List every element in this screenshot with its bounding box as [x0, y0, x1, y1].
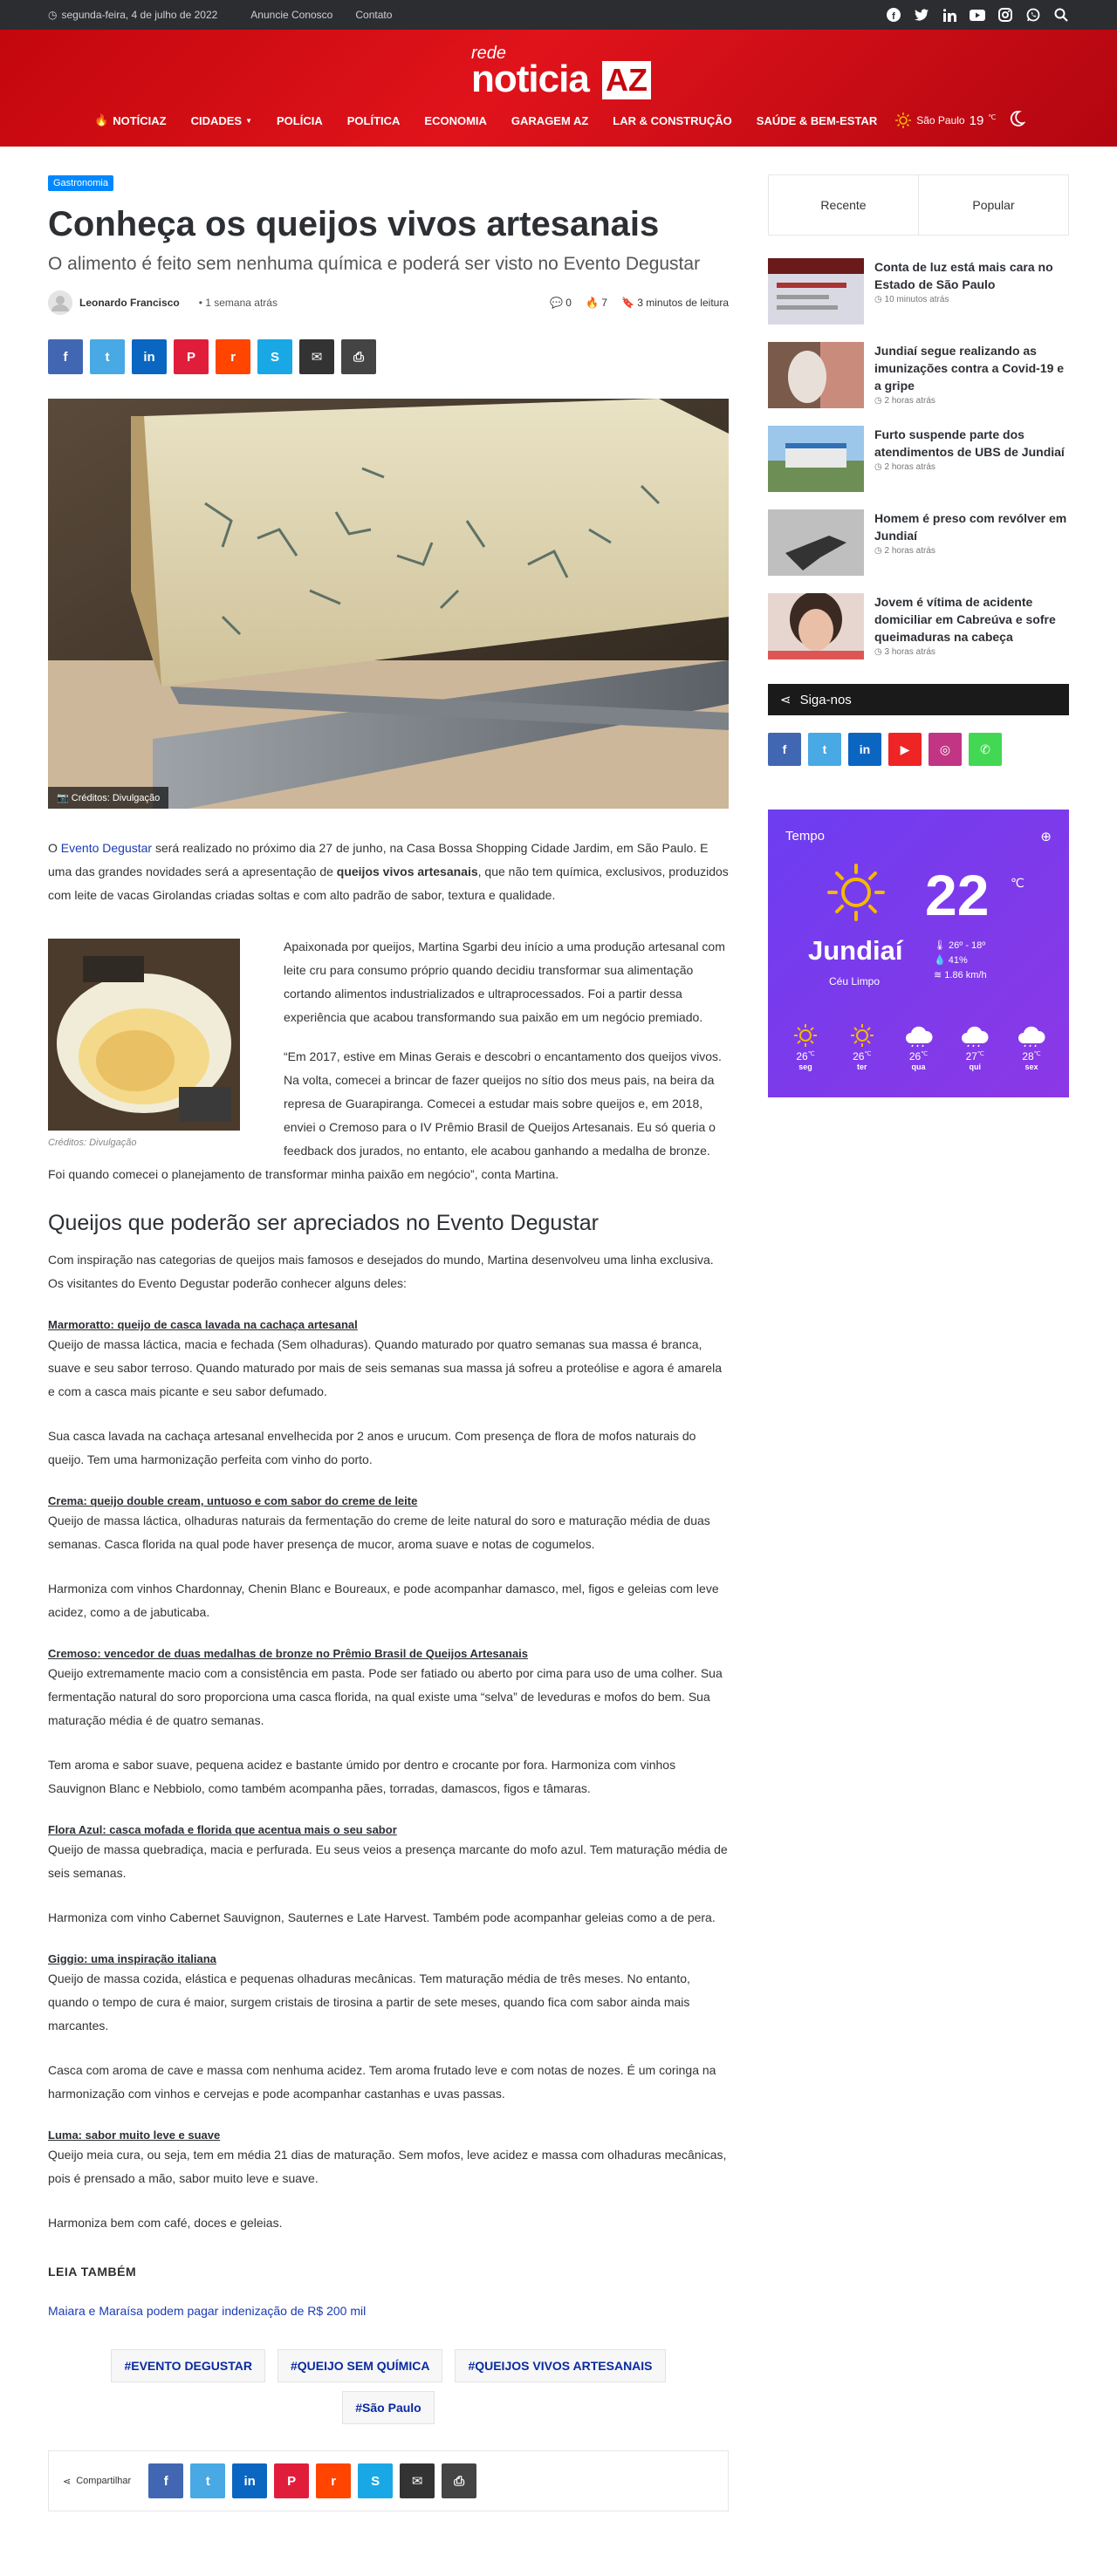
cheese-description: Queijo de massa láctica, macia e fechada (Sem olhaduras). Quando maturado por quatro semanas sua massa é branca, suave e seu sabor terroso. Quando maturado por mais de seis semanas sua massa já sofreu a proteólise e agora é amarela e com a casca mais picante e seu sabor defumado.: [48, 1337, 722, 1398]
bookmark-icon: 🔖: [620, 297, 634, 309]
weather-title: Tempo: [785, 829, 826, 844]
cheese-title: Giggio: uma inspiração italiana: [48, 1952, 216, 1965]
facebook-share-button[interactable]: [48, 339, 83, 374]
link-contato[interactable]: Contato: [355, 9, 393, 21]
facebook-share-button[interactable]: [148, 2463, 183, 2498]
forecast-day: 27℃ qui: [953, 1022, 997, 1071]
list-item[interactable]: [768, 342, 1069, 410]
weather-condition: Céu Limpo: [829, 975, 881, 987]
pinterest-share-button[interactable]: [174, 339, 209, 374]
hero-caption: 📷 Créditos: Divulgação: [48, 787, 168, 809]
tab-popular[interactable]: Popular: [972, 198, 1015, 212]
fire-icon: 🔥: [585, 297, 599, 309]
cheese-title: Marmoratto: queijo de casca lavada na cachaça artesanal: [48, 1318, 358, 1331]
comment-count[interactable]: 💬 0: [550, 297, 572, 309]
paragraph-intro: O Evento Degustar será realizado no próximo dia 27 de junho, na Casa Bossa Shopping Cidade Jardim, em São Paulo. E uma das grandes novidades será a apresentação de queijos vivos artesanais, que não tem química, exclusivos, produzidos com leite de vacas Girolandas criadas soltas e com alto padrão de sabor, textura e qualidade.: [48, 841, 729, 902]
twitter-follow-button[interactable]: [808, 733, 841, 766]
paragraph-inspiration: Com inspiração nas categorias de queijos mais famosos e desejados do mundo, Martina desenvolveu uma linha exclusiva. Os visitantes do Evento Degustar poderão conhecer alguns deles:: [48, 1253, 714, 1290]
facebook-icon: f: [163, 2473, 168, 2489]
cloud-icon: [897, 1022, 941, 1049]
section-heading: Queijos que poderão ser apreciados no Evento Degustar: [48, 1211, 599, 1235]
linkedin-follow-button[interactable]: [848, 733, 881, 766]
news-title[interactable]: Furto suspende parte dos atendimentos de UBS de Jundiaí: [874, 427, 1065, 459]
instagram-icon[interactable]: [997, 7, 1013, 23]
tag-queijo-sem-quimica[interactable]: #QUEIJO SEM QUÍMICA: [278, 2349, 442, 2382]
linkedin-share-button[interactable]: [232, 2463, 267, 2498]
pinterest-share-button[interactable]: [274, 2463, 309, 2498]
nav-item-economia[interactable]: ECONOMIA: [424, 113, 487, 127]
news-time: ◷ 2 horas atrás: [874, 546, 935, 556]
news-title[interactable]: Homem é preso com revólver em Jundiaí: [874, 511, 1067, 543]
forecast-day: 28℃ sex: [1010, 1022, 1053, 1071]
weather-details: [934, 939, 987, 983]
tab-recente[interactable]: Recente: [769, 175, 919, 235]
wind-icon: ≋: [934, 970, 942, 981]
news-thumbnail[interactable]: [768, 593, 864, 659]
cheese-description: Queijo de massa láctica, olhaduras naturais da fermentação do creme de leite natural do soro e maturação média de duas semanas. Casca florida na qual pode haver presença de mucor, aroma suave e notas de cogumelos.: [48, 1513, 710, 1551]
twitter-icon[interactable]: [914, 7, 929, 23]
weather-temp: 22: [925, 863, 990, 927]
news-list: [768, 258, 1069, 661]
reddit-icon: r: [331, 2473, 337, 2489]
news-title[interactable]: Conta de luz está mais cara no Estado de São Paulo: [874, 260, 1053, 291]
nav-item-garagem-az[interactable]: GARAGEM AZ: [511, 113, 589, 127]
cheese-title: Flora Azul: casca mofada e florida que acentua mais o seu sabor: [48, 1823, 397, 1836]
share-label: ⋖ Compartilhar: [63, 2476, 132, 2487]
instagram-follow-button[interactable]: [929, 733, 962, 766]
search-icon[interactable]: [1053, 7, 1069, 23]
email-share-button[interactable]: [299, 339, 334, 374]
forecast-day: 26℃ ter: [840, 1022, 884, 1071]
inline-section: [48, 935, 729, 1186]
camera-icon: 📷: [57, 793, 69, 803]
sun-icon: [894, 112, 912, 129]
cheese-pairing: Casca com aroma de cave e massa com nenhuma acidez. Tem aroma frutado leve e com notas de nozes. É um coringa na harmonização com vinhos e cervejas e pode acompanhar castanhas e uvas passas.: [48, 2063, 716, 2101]
list-item[interactable]: [768, 258, 1069, 326]
droplet-icon: 💧: [934, 955, 946, 966]
news-time: ◷ 10 minutos atrás: [874, 295, 949, 304]
reddit-share-button[interactable]: [216, 339, 250, 374]
cheese-title: Luma: sabor muito leve e suave: [48, 2128, 221, 2142]
sidebar: [768, 174, 1069, 1097]
fire-icon: 🔥: [94, 113, 109, 126]
twitter-icon: t: [105, 349, 110, 365]
nav-item-saude-bem-estar[interactable]: SAÚDE & BEM-ESTAR: [756, 113, 878, 127]
clock-icon: ◷: [874, 396, 882, 406]
print-share-button[interactable]: [442, 2463, 476, 2498]
news-title[interactable]: Jundiaí segue realizando as imunizações contra a Covid-19 e a gripe: [874, 344, 1065, 393]
read-also-heading: LEIA TAMBÉM: [48, 2265, 137, 2279]
printer-icon: ⎙: [454, 2473, 465, 2489]
whatsapp-icon[interactable]: [1025, 7, 1041, 23]
email-share-button[interactable]: [400, 2463, 435, 2498]
news-thumbnail[interactable]: [768, 426, 864, 492]
paragraph-martina: Apaixonada por queijos, Martina Sgarbi deu início a uma produção artesanal com leite cru para consumo próprio quando decidiu transformar sua alimentação cortando alimentos industrializados e ultraprocessados. Foi a partir dessa experiência que acabou transformando sua paixão em um negócio premiado.: [284, 940, 725, 1024]
news-thumbnail[interactable]: [768, 342, 864, 408]
cheese-title: Crema: queijo double cream, untuoso e com sabor do creme de leite: [48, 1494, 418, 1507]
tag-sao-paulo[interactable]: #São Paulo: [342, 2391, 434, 2424]
facebook-icon: f: [782, 742, 787, 756]
sun-icon: [784, 1022, 827, 1049]
linkedin-icon: in: [243, 2473, 256, 2489]
whatsapp-follow-button[interactable]: [969, 733, 1002, 766]
share-icon: ⋖: [780, 693, 791, 707]
list-item[interactable]: [768, 593, 1069, 661]
related-article: [48, 2299, 729, 2323]
facebook-follow-button[interactable]: [768, 733, 801, 766]
moon-icon: [1008, 110, 1025, 127]
cheese-description: Queijo meia cura, ou seja, tem em média 21 dias de maturação. Sem mofos, leve acidez e massa com olhaduras mecânicas, pois é prensado a mão, sabor muito leve e suave.: [48, 2148, 727, 2185]
cheese-closeup-photo: [48, 939, 240, 1131]
reddit-icon: r: [230, 349, 236, 365]
follow-heading: ⋖ Siga-nos: [768, 684, 1069, 715]
cheese-pairing: Sua casca lavada na cachaça artesanal envelhecida por 2 anos e urucum. Com presença de flora de mofos naturais do queijo. Tem uma harmonização perfeita com vinho do porto.: [48, 1429, 696, 1466]
article-title: Conheça os queijos vivos artesanais: [48, 205, 660, 243]
cheese-pairing: Harmoniza com vinhos Chardonnay, Chenin Blanc e Boureaux, e pode acompanhar damasco, mel, figos e geleias com leve acidez, como a de jabuticaba.: [48, 1582, 719, 1619]
wind-speed: ≋ 1.86 km/h: [934, 970, 987, 981]
news-thumbnail[interactable]: [768, 509, 864, 576]
article-body: [48, 837, 729, 2323]
hero-image: [48, 399, 729, 809]
clock-icon: ◷: [874, 462, 882, 472]
dark-mode-toggle[interactable]: [1008, 110, 1025, 132]
comment-icon: 💬: [550, 297, 563, 309]
svg-text:f: f: [892, 11, 895, 22]
top-bar: [0, 0, 1117, 30]
pinterest-icon: P: [287, 2473, 297, 2489]
share-buttons-top: [48, 339, 729, 374]
weather-city: Jundiaí: [808, 935, 903, 966]
forecast-day: 26℃ qua: [897, 1022, 941, 1071]
linkedin-icon: in: [859, 742, 871, 756]
linkedin-share-button[interactable]: [132, 339, 167, 374]
reddit-share-button[interactable]: [316, 2463, 351, 2498]
publish-time: • 1 semana atrás: [198, 297, 278, 309]
paragraph-quote: “Em 2017, estive em Minas Gerais e descobri o encantamento dos queijos vivos. Na volta, comecei a brincar de fazer queijos no sítio dos meus pais, na beira da represa de Guarapiranga. Comecei a estudar mais sobre queijos e, em 2018, enviei o Cremoso para o IV Prêmio Brasil de Queijos Artesanais. Eu só queria o feedback dos jurados, no entanto, ele acabou ganhando a medalha de bronze. Foi quando comecei o planejamento de transformar minha paixão em negócio”, conta Martina.: [48, 1049, 722, 1181]
linkedin-icon: in: [143, 349, 155, 365]
site-logo[interactable]: rede noticia AZ: [471, 44, 646, 96]
print-share-button[interactable]: [341, 339, 376, 374]
skype-share-button[interactable]: [257, 339, 292, 374]
tag-queijos-vivos-artesanais[interactable]: #QUEIJOS VIVOS ARTESANAIS: [455, 2349, 665, 2382]
category-badge[interactable]: Gastronomia: [48, 175, 113, 191]
main-nav: [0, 103, 1117, 138]
article: [48, 174, 729, 2511]
link-anuncie-conosco[interactable]: Anuncie Conosco: [250, 9, 333, 21]
temp-range: 🌡 26º - 18º: [934, 940, 986, 951]
social-follow-buttons: [768, 733, 1069, 766]
clock-icon: ◷: [874, 295, 882, 304]
nav-item-cidades[interactable]: CIDADES ▼: [190, 113, 253, 127]
envelope-icon: ✉: [311, 350, 323, 365]
skype-share-button[interactable]: [358, 2463, 393, 2498]
news-title[interactable]: Jovem é vítima de acidente domiciliar em Cabreúva e sofre queimaduras na cabeça: [874, 595, 1056, 644]
view-count: 🔥 7: [585, 297, 607, 309]
pinterest-icon: P: [186, 349, 195, 365]
cheese-pairing: Tem aroma e sabor suave, pequena acidez e bastante úmido por dentro e crocante por fora. Harmoniza com vinhos Sauvignon Blanc e Nebbiolo, como também acompanha pães, torradas, damascos, figos e tâmaras.: [48, 1758, 676, 1795]
related-article-link[interactable]: Maiara e Maraísa podem pagar indenização de R$ 200 mil: [48, 2304, 367, 2318]
list-item[interactable]: [768, 509, 1069, 577]
youtube-follow-button[interactable]: [888, 733, 922, 766]
skype-icon: S: [270, 349, 279, 365]
news-thumbnail[interactable]: [768, 258, 864, 325]
cheese-description: Queijo de massa cozida, elástica e pequenas olhaduras mecânicas. Tem maturação média de três meses. No entanto, quando o tempo de cura é maior, surgem cristais de tirosina a partir de sete meses, quando fica com sabor ainda mais marcantes.: [48, 1971, 690, 2033]
clock-icon: ◷: [874, 546, 882, 556]
facebook-icon: f: [63, 349, 68, 365]
nav-item-lar-construcao[interactable]: LAR & CONSTRUÇÃO: [613, 113, 732, 127]
twitter-share-button[interactable]: [190, 2463, 225, 2498]
cloud-icon: [953, 1022, 997, 1049]
clock-icon: ◷: [874, 647, 882, 657]
twitter-share-button[interactable]: [90, 339, 125, 374]
facebook-icon[interactable]: [886, 7, 901, 23]
sun-icon: [840, 1022, 884, 1049]
caret-down-icon: ▼: [245, 116, 253, 125]
tag-evento-degustar[interactable]: #EVENTO DEGUSTAR: [111, 2349, 265, 2382]
youtube-icon[interactable]: [970, 7, 985, 23]
link-evento-degustar[interactable]: Evento Degustar: [60, 841, 153, 855]
cheese-pairing: Harmoniza bem com café, doces e geleias.: [48, 2216, 283, 2230]
read-time: 🔖 3 minutos de leitura: [620, 297, 729, 309]
instagram-icon: ◎: [939, 741, 951, 756]
cloud-icon: [1010, 1022, 1053, 1049]
tag-list: [48, 2349, 729, 2424]
inline-image: [48, 939, 240, 1148]
skype-icon: S: [371, 2473, 380, 2489]
location-icon[interactable]: ⊕: [1040, 830, 1052, 844]
whatsapp-icon: ✆: [980, 741, 990, 756]
clock-icon: ◷: [48, 9, 58, 21]
youtube-icon: ▶: [900, 741, 910, 756]
article-meta: [48, 290, 729, 315]
news-time: ◷ 2 horas atrás: [874, 462, 935, 472]
cheese-title: Cremoso: vencedor de duas medalhas de bronze no Prêmio Brasil de Queijos Artesanais: [48, 1647, 529, 1660]
twitter-icon: t: [822, 742, 827, 756]
humidity: 💧 41%: [934, 955, 968, 966]
linkedin-icon[interactable]: [942, 7, 957, 23]
printer-icon: ⎙: [353, 349, 364, 365]
cheese-photo: [48, 399, 729, 809]
forecast-day: 26℃ seg: [784, 1022, 827, 1071]
cheese-pairing: Harmoniza com vinho Cabernet Sauvignon, Sauternes e Late Harvest. Também pode acompanhar geleias como a de pera.: [48, 1910, 716, 1924]
forecast: [784, 1022, 1053, 1071]
share-buttons-bottom: [48, 2450, 729, 2511]
author-name[interactable]: Leonardo Francisco: [79, 297, 180, 309]
weather-unit: ℃: [1011, 876, 1024, 890]
article-subtitle: O alimento é feito sem nenhuma química e poderá ser visto no Evento Degustar: [48, 254, 701, 274]
news-time: ◷ 2 horas atrás: [874, 396, 935, 406]
envelope-icon: ✉: [411, 2474, 423, 2489]
cheese-description: Queijo de massa quebradiça, macia e perfurada. Eu seus veios a presença marcante do mofo azul. Tem maturação média de seis semanas.: [48, 1842, 728, 1880]
inline-image-caption: Créditos: Divulgação: [48, 1138, 137, 1148]
nav-item-policia[interactable]: POLÍCIA: [277, 113, 323, 127]
list-item[interactable]: [768, 426, 1069, 494]
nav-item-politica[interactable]: POLÍTICA: [346, 113, 401, 127]
sidebar-tabs: [768, 174, 1069, 236]
weather-widget: [768, 810, 1069, 1097]
avatar[interactable]: [48, 290, 72, 315]
share-icon: ⋖: [63, 2476, 72, 2487]
nav-item-noticiaz[interactable]: 🔥 NOTÍCIAZ: [94, 113, 167, 127]
thermometer-icon: 🌡: [934, 940, 946, 951]
sun-icon: [826, 862, 887, 927]
current-date: ◷ segunda-feira, 4 de julho de 2022: [48, 9, 218, 21]
news-time: ◷ 3 horas atrás: [874, 647, 935, 657]
nav-weather: São Paulo 19 ℃: [894, 112, 996, 129]
twitter-icon: t: [205, 2473, 210, 2489]
cheese-description: Queijo extremamente macio com a consistência em pasta. Pode ser fatiado ou aberto por cima para uso de uma colher. Sua fermentação natural do soro proporciona uma casca florida, na qual existe uma “selva” de leveduras e mofos do bem. Sua maturação média é de quatro semanas.: [48, 1666, 723, 1727]
